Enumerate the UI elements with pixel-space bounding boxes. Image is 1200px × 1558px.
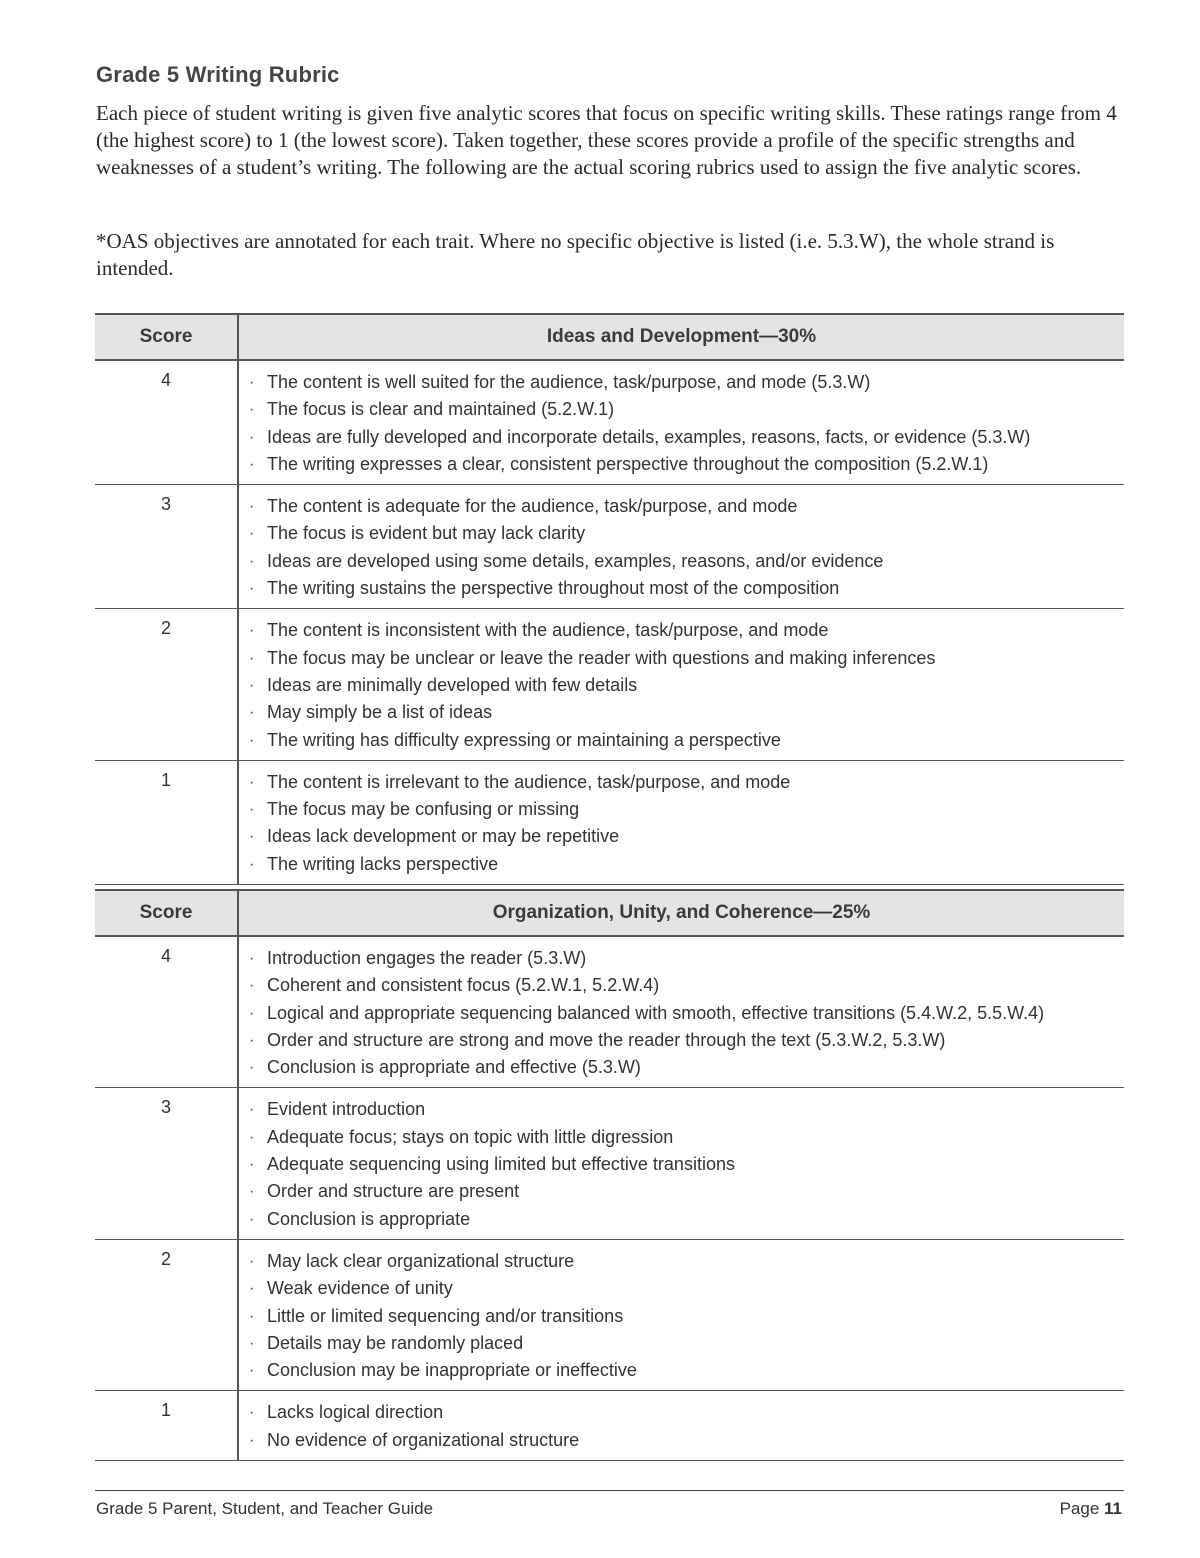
score-value: 2 (95, 1239, 238, 1390)
rubric-row-score-3 (95, 1088, 1124, 1239)
criteria-cell (238, 1239, 1124, 1390)
criteria-item: · Order and structure are strong and move the reader through the text (5.3.W.2, 5.3.W) (249, 1029, 946, 1050)
criteria-item: · Details may be randomly placed (249, 1332, 524, 1353)
rubric-row-score-4 (95, 360, 1124, 485)
score-column-header: Score (95, 314, 238, 360)
score-column-header: Score (95, 890, 238, 936)
criteria-item: · Logical and appropriate sequencing balanced with smooth, effective transitions (5.4.W.2, 5.5.W.4) (249, 1002, 1045, 1023)
score-value: 1 (95, 1391, 238, 1461)
rubric-row-score-3 (95, 485, 1124, 609)
criteria-cell (238, 485, 1124, 609)
score-value: 3 (95, 1088, 238, 1239)
criteria-item: · The focus is clear and maintained (5.2.W.1) (249, 399, 615, 420)
rubric-table-organization (95, 889, 1124, 1461)
criteria-cell (238, 1088, 1124, 1239)
score-value: 3 (95, 485, 238, 609)
criteria-item: · The writing expresses a clear, consistent perspective throughout the composition (5.2.W.1) (249, 453, 989, 474)
criteria-item: · Weak evidence of unity (249, 1278, 453, 1299)
criteria-cell (238, 936, 1124, 1088)
criteria-item: · Ideas are minimally developed with few details (249, 674, 638, 695)
criteria-item: · Coherent and consistent focus (5.2.W.1, 5.2.W.4) (249, 975, 660, 996)
rubric-row-score-4 (95, 936, 1124, 1088)
rubric-row-score-2 (95, 1239, 1124, 1390)
footer-guide-title: Grade 5 Parent, Student, and Teacher Guide (96, 1499, 434, 1518)
score-value: 2 (95, 609, 238, 760)
criteria-cell (238, 760, 1124, 884)
footer-page-number (1060, 1499, 1122, 1519)
criteria-cell (238, 360, 1124, 485)
trait-column-header: Organization, Unity, and Coherence—25% (238, 890, 1124, 936)
criteria-item: · Lacks logical direction (249, 1402, 444, 1423)
criteria-item: · Conclusion is appropriate and effective (5.3.W) (249, 1057, 641, 1078)
page-label: Page (1059, 1499, 1100, 1518)
criteria-item: · The writing sustains the perspective throughout most of the composition (249, 578, 840, 599)
criteria-item: · Evident introduction (249, 1099, 426, 1120)
criteria-item: · The focus may be unclear or leave the reader with questions and making inferences (249, 647, 936, 668)
footer-divider (95, 1490, 1124, 1491)
criteria-item: · The focus is evident but may lack clarity (249, 523, 586, 544)
rubric-header-row (95, 314, 1124, 360)
oas-note: *OAS objectives are annotated for each trait. Where no specific objective is listed (i.e. 5.3.W), the whole strand is intended. (96, 229, 1055, 280)
rubric-table-ideas (95, 313, 1124, 885)
page-number: 11 (1104, 1499, 1122, 1518)
criteria-item: · Adequate sequencing using limited but effective transitions (249, 1154, 735, 1175)
criteria-item: · The content is adequate for the audience, task/purpose, and mode (249, 496, 798, 517)
criteria-item: · May simply be a list of ideas (249, 702, 493, 723)
criteria-item: · Ideas are developed using some details, examples, reasons, and/or evidence (249, 550, 884, 571)
criteria-item: · The content is irrelevant to the audience, task/purpose, and mode (249, 771, 791, 792)
criteria-item: · Ideas are fully developed and incorporate details, examples, reasons, facts, or evidence (5.3.W) (249, 426, 1031, 447)
criteria-item: · The writing has difficulty expressing or maintaining a perspective (249, 729, 781, 750)
criteria-cell (238, 609, 1124, 760)
page-title: Grade 5 Writing Rubric (96, 62, 340, 87)
criteria-item: · The writing lacks perspective (249, 853, 499, 874)
criteria-item: · May lack clear organizational structure (249, 1250, 575, 1271)
criteria-item: · Little or limited sequencing and/or transitions (249, 1305, 624, 1326)
criteria-item: · Ideas lack development or may be repetitive (249, 826, 620, 847)
criteria-item: · The focus may be confusing or missing (249, 799, 580, 820)
criteria-item: · No evidence of organizational structure (249, 1429, 580, 1450)
rubric-row-score-1 (95, 760, 1124, 884)
score-value: 4 (95, 360, 238, 485)
criteria-item: · Adequate focus; stays on topic with little digression (249, 1126, 674, 1147)
criteria-item: · Introduction engages the reader (5.3.W) (249, 948, 587, 968)
criteria-item: · Conclusion is appropriate (249, 1208, 471, 1229)
score-value: 1 (95, 760, 238, 884)
trait-column-header: Ideas and Development—30% (238, 314, 1124, 360)
criteria-item: · The content is inconsistent with the audience, task/purpose, and mode (249, 620, 829, 641)
rubric-header-row (95, 890, 1124, 936)
rubric-row-score-1 (95, 1391, 1124, 1461)
rubric-row-score-2 (95, 609, 1124, 760)
intro-paragraph: Each piece of student writing is given five analytic scores that focus on specific writing skills. These ratings range from 4 (the highest score) to 1 (the lowest score). Taken together, these scores provide a profile of the specific strengths and weaknesses of a student’s writing. The following are the actual scoring rubrics used to assign the five analytic scores. (96, 101, 1117, 179)
criteria-item: · Conclusion may be inappropriate or ineffective (249, 1360, 637, 1381)
criteria-item: · The content is well suited for the audience, task/purpose, and mode (5.3.W) (249, 372, 871, 392)
criteria-item: · Order and structure are present (249, 1181, 520, 1202)
score-value: 4 (95, 936, 238, 1088)
criteria-cell (238, 1391, 1124, 1461)
